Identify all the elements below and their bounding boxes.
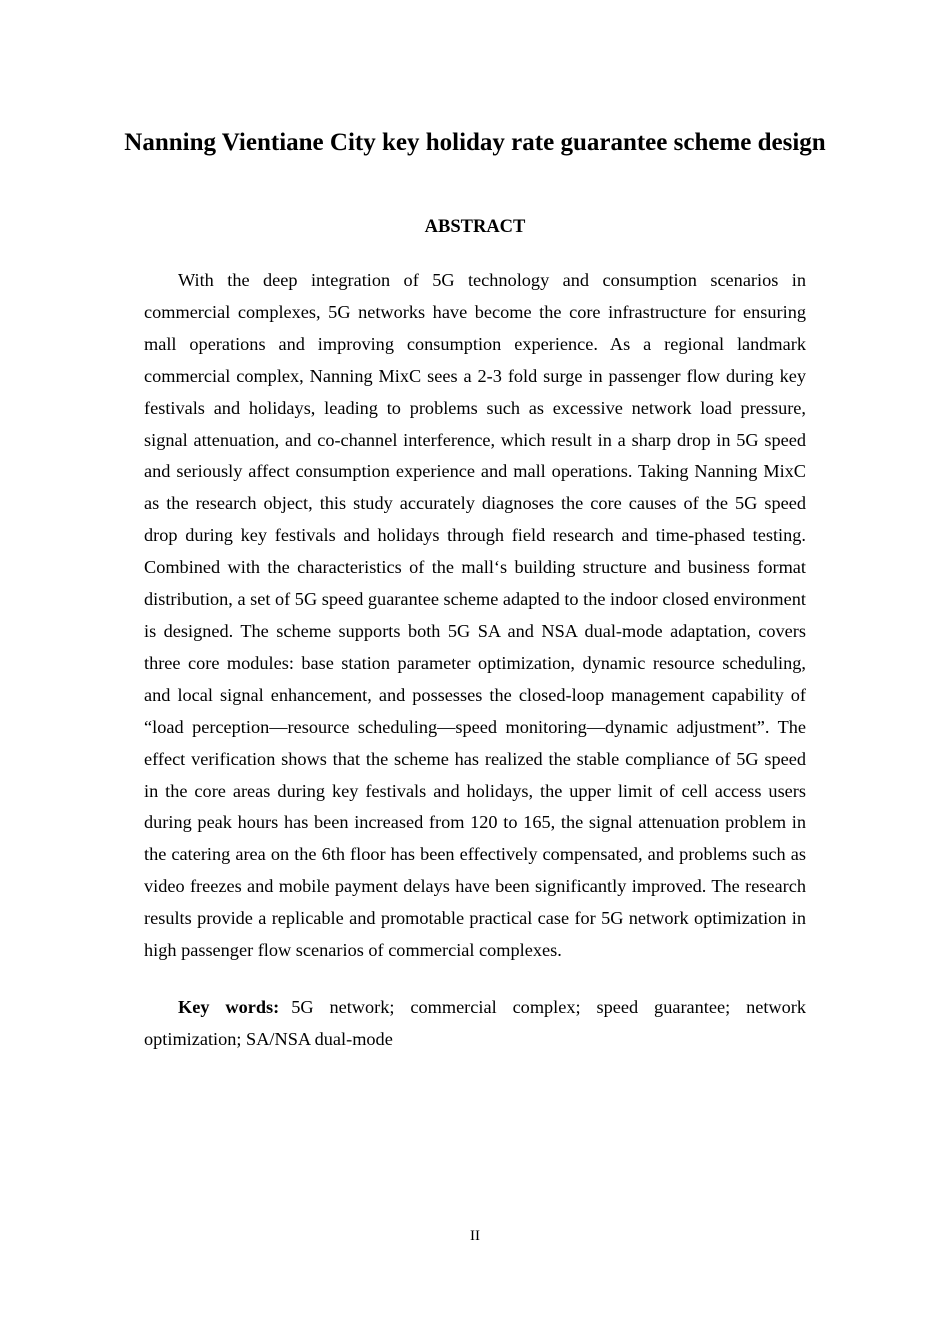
page-number: II <box>470 1228 480 1244</box>
document-title: Nanning Vientiane City key holiday rate guarantee scheme design <box>124 129 826 156</box>
keywords-label: Key words: <box>178 997 280 1017</box>
keywords-text: 5G network; commercial complex; speed guarantee; network optimization; SA/NSA dual-mode <box>144 997 806 1049</box>
abstract-heading: ABSTRACT <box>424 217 526 237</box>
abstract-body: With the deep integration of 5G technology and consumption scenarios in commercial complexes, 5G networks have become the core infrastructure for ensuring mall operations and improving consumption experience. As a regional landmark commercial complex, Nanning MixC sees a 2-3 fold surge in passenger flow during key festivals and holidays, leading to problems such as excessive network load pressure, signal attenuation, and co-channel interference, which result in a sharp drop in 5G speed and seriously affect consumption experience and mall operations. Taking Nanning MixC as the research object, this study accurately diagnoses the core causes of the 5G speed drop during key festivals and holidays through field research and time-phased testing. Combined with the characteristics of the mall‘s building structure and business format distribution, a set of 5G speed guarantee scheme adapted to the indoor closed environment is designed. The scheme supports both 5G SA and NSA dual-mode adaptation, covers three core modules: base station parameter optimization, dynamic resource scheduling, and local signal enhancement, and possesses the closed-loop management capability of “load perception—resource scheduling—speed monitoring—dynamic adjustment”. The effect verification shows that the scheme has realized the stable compliance of 5G speed in the core areas during key festivals and holidays, the upper limit of cell access users during peak hours has been increased from 120 to 165, the signal attenuation problem in the catering area on the 6th floor has been effectively compensated, and problems such as video freezes and mobile payment delays have been significantly improved. The research results provide a replicable and promotable practical case for 5G network optimization in high passenger flow scenarios of commercial complexes. <box>144 270 806 961</box>
keywords-paragraph <box>144 992 806 1056</box>
